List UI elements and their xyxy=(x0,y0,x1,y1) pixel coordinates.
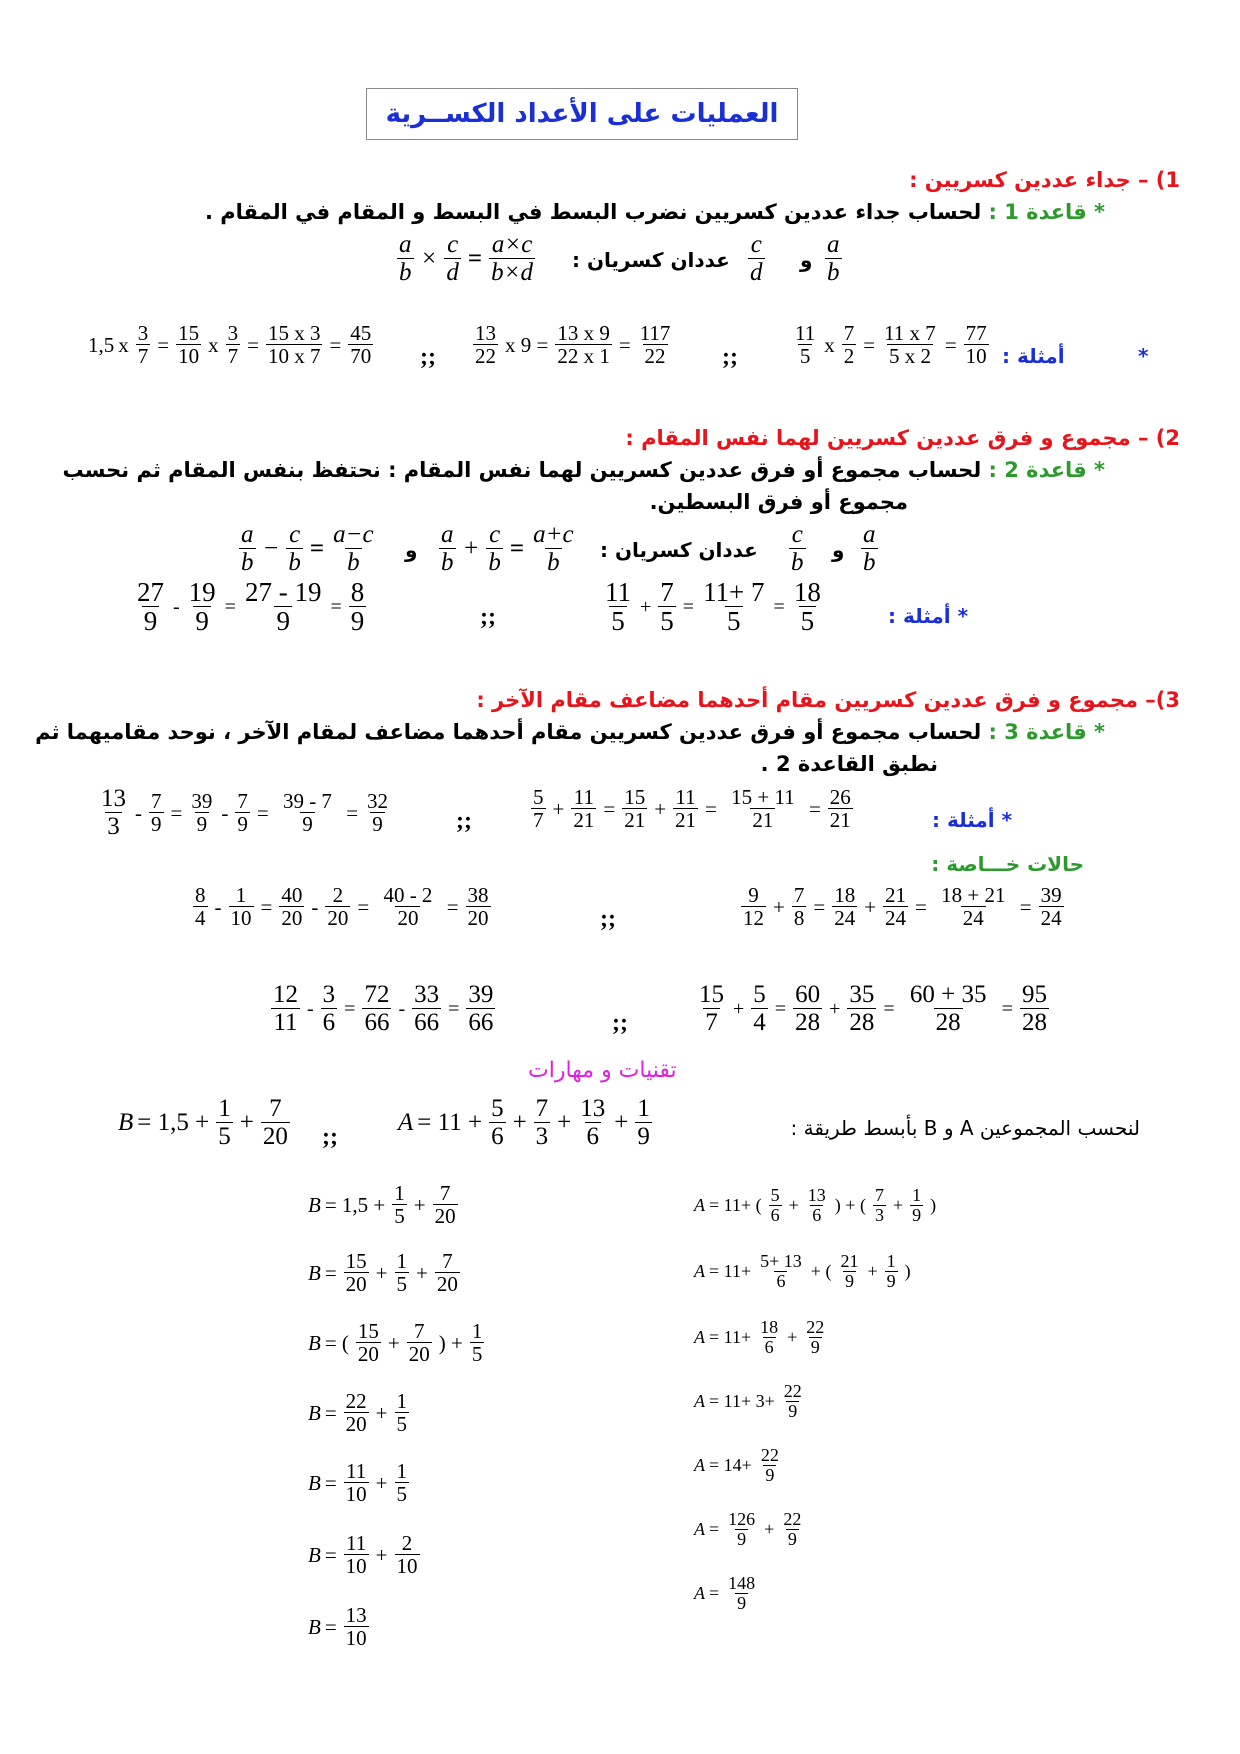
rule-2-and-1: و xyxy=(405,538,418,562)
a-step-1: A = 11+ ( 5 6 + $\frac{13}{6}$ ) + ( 7 3 + $\frac{1}{9}$ ) xyxy=(694,1185,937,1225)
rule-1-given: عددان كسريان : xyxy=(572,248,730,272)
page-title-box xyxy=(366,88,798,140)
skills-prompt: لنحسب المجموعين A و B بأبسط طريقة : xyxy=(790,1116,1140,1140)
rule-2-frac-c-b: c b xyxy=(791,521,804,577)
b-step-4: B = $\frac{22}{20}$ + $\frac{1}{5}$ xyxy=(308,1389,408,1437)
rule-3-line-1 xyxy=(35,720,1105,744)
rule-2-frac-a-b: a b xyxy=(863,521,876,577)
section-2-heading: 2) – مجموع و فرق عددين كسريين لهما نفس المقام : xyxy=(625,426,1180,450)
a-step-4: A = 11+ 3+ $\frac{22}{9}$ xyxy=(694,1381,802,1421)
example-2-a: 27 9 - $\frac{19}{9}$ = $\frac{27 - 19}{9}$ = $\frac{8}{9}$ xyxy=(137,577,365,637)
b-step-2: B = $\frac{15}{20}$ + $\frac{1}{5}$ + $\frac{7}{20}$ xyxy=(308,1249,458,1297)
separator-1b: ;; xyxy=(722,344,738,370)
special-example-a: 8 4 - $\frac{1}{10}$ = $\frac{40}{20}$ - $\frac{2}{20}$ = $\frac{40 - 2}{20}$ = $\frac{38}{20}$ xyxy=(195,883,489,931)
rule-2-text-2: مجموع أو فرق البسطين. xyxy=(649,490,908,514)
example-3-b: 5 7 + $\frac{11}{21}$ = $\frac{15}{21}$ + $\frac{11}{21}$ = $\frac{15 + 11}{21}$ = $\frac{26}{21}$ xyxy=(533,785,851,833)
separator-3b: ;; xyxy=(600,906,616,932)
rule-1-and: و xyxy=(800,248,813,272)
examples-1-label: أمثلة : xyxy=(1002,344,1065,368)
special-example-c: 12 11 - $\frac{3}{6}$ = $\frac{72}{66}$ - $\frac{33}{66}$ = $\frac{39}{66}$ xyxy=(273,981,494,1037)
a-step-2: A = 11+ $\frac{5+ 13}{6}$ + ( 21 9 + $\frac{1}{9}$ ) xyxy=(694,1251,911,1291)
separator-3c: ;; xyxy=(612,1010,628,1036)
example-1-a: 1,5 x $\frac{3}{7}$ = $\frac{15}{10}$ x $\frac{3}{7}$ = $\frac{15 x 3}{10 x 7}$ = $\frac{45}{70}$ xyxy=(88,321,372,369)
separator-skills: ;; xyxy=(322,1124,338,1150)
example-1-b: 13 22 x 9 = $\frac{13 x 9}{22 x 1}$ = $\frac{117}{22}$ xyxy=(475,321,671,369)
section-3-heading: 3)– مجموع و فرق عددين كسريين مقام أحدهما مضاعف مقام الآخر : xyxy=(476,688,1180,712)
rule-2-text-1: لحساب مجموع أو فرق عددين كسريين لهما نفس المقام : نحتفظ بنفس المقام ثم نحسب xyxy=(62,458,982,482)
separator-1a: ;; xyxy=(420,344,436,370)
skills-heading: تقنيات و مهارات xyxy=(528,1058,677,1083)
special-example-b: 9 12 + $\frac{7}{8}$ = $\frac{18}{24}$ + $\frac{21}{24}$ = $\frac{18 + 21}{24}$ = $\frac{39}{24}$ xyxy=(743,883,1062,931)
rule-2-and-2: و xyxy=(832,538,845,562)
rule-1-text: لحساب جداء عددين كسريين نضرب البسط في البسط و المقام في المقام . xyxy=(204,200,982,224)
rule-1-frac-a-b: a b xyxy=(827,231,840,287)
a-step-5: A = 14+ $\frac{22}{9}$ xyxy=(694,1445,779,1485)
examples-1-star: * xyxy=(1138,344,1149,368)
rule-2-formula-sum: a b + $\frac{c}{b}$ = $\frac{a+c}{b}$ xyxy=(441,521,574,577)
example-2-b: 11 5 + $\frac{7}{5}$ = $\frac{11+ 7}{5}$ = $\frac{18}{5}$ xyxy=(605,577,821,637)
b-step-1: B = 1,5 + $\frac{1}{5}$ + $\frac{7}{20}$ xyxy=(308,1181,456,1229)
b-step-6: B = $\frac{11}{10}$ + $\frac{2}{10}$ xyxy=(308,1531,418,1579)
section-1-heading: 1) – جداء عددين كسريين : xyxy=(909,168,1180,192)
rule-2-label: * قاعدة 2 : xyxy=(988,458,1105,482)
page-title: العمليات على الأعداد الكســرية xyxy=(385,99,779,129)
rule-1-frac-c-d: c d xyxy=(750,231,763,287)
separator-3a: ;; xyxy=(456,808,472,834)
examples-2-label: * أمثلة : xyxy=(888,604,969,628)
rule-2-given: عددان كسريان : xyxy=(600,538,758,562)
b-step-7: B = $\frac{13}{10}$ xyxy=(308,1603,367,1651)
examples-3-label: * أمثلة : xyxy=(932,808,1013,832)
rule-3-label: * قاعدة 3 : xyxy=(988,720,1105,744)
a-step-7: A = $\frac{148}{9}$ xyxy=(694,1573,756,1613)
b-step-3: B = ( 15 20 + $\frac{7}{20}$ ) + $\frac{1}{5}$ xyxy=(308,1319,483,1367)
rule-3-text-2: نطبق القاعدة 2 . xyxy=(760,752,938,776)
example-1-c: 11 5 x $\frac{7}{2}$ = $\frac{11 x 7}{5 x 2}$ = $\frac{77}{10}$ xyxy=(795,321,987,369)
rule-1-formula: $\frac{a}{b}$ × $\frac{c}{d}$ = $\frac{a\times c}{b\times d}$ xyxy=(399,231,533,287)
special-example-d: 15 7 + $\frac{5}{4}$ = $\frac{60}{28}$ + $\frac{35}{28}$ = $\frac{60 + 35}{28}$ = $\frac{95}{28}$ xyxy=(699,981,1048,1037)
problem-b: B = 1,5 + $\frac{1}{5}$ + $\frac{7}{20}$ xyxy=(118,1095,288,1151)
example-3-a: 13 3 - $\frac{7}{9}$ = $\frac{39}{9}$ - $\frac{7}{9}$ = $\frac{39 - 7}{9}$ = $\frac{32}{9}$ xyxy=(101,785,389,841)
separator-2: ;; xyxy=(480,604,496,630)
rule-2-line-1 xyxy=(63,458,1105,482)
problem-a: A = 11 + $\frac{5}{6}$ + $\frac{7}{3}$ + $\frac{13}{6}$ + $\frac{1}{9}$ xyxy=(398,1095,650,1151)
b-step-5: B = $\frac{11}{10}$ + $\frac{1}{5}$ xyxy=(308,1459,408,1507)
rule-1 xyxy=(205,200,1105,224)
rule-3-text-1: لحساب مجموع أو فرق عددين كسريين مقام أحدهما مضاعف لمقام الآخر ، نوحد مقاميهما ثم xyxy=(35,720,982,744)
rule-2-formula-diff: a b − $\frac{c}{b}$ = $\frac{a-c}{b}$ xyxy=(241,521,374,577)
special-cases-label: حالات خـــاصة : xyxy=(931,852,1084,876)
a-step-6: A = $\frac{126}{9}$ + $\frac{22}{9}$ xyxy=(694,1509,802,1549)
a-step-3: A = 11+ $\frac{18}{6}$ + $\frac{22}{9}$ xyxy=(694,1317,825,1357)
rule-1-label: * قاعدة 1 : xyxy=(988,200,1105,224)
